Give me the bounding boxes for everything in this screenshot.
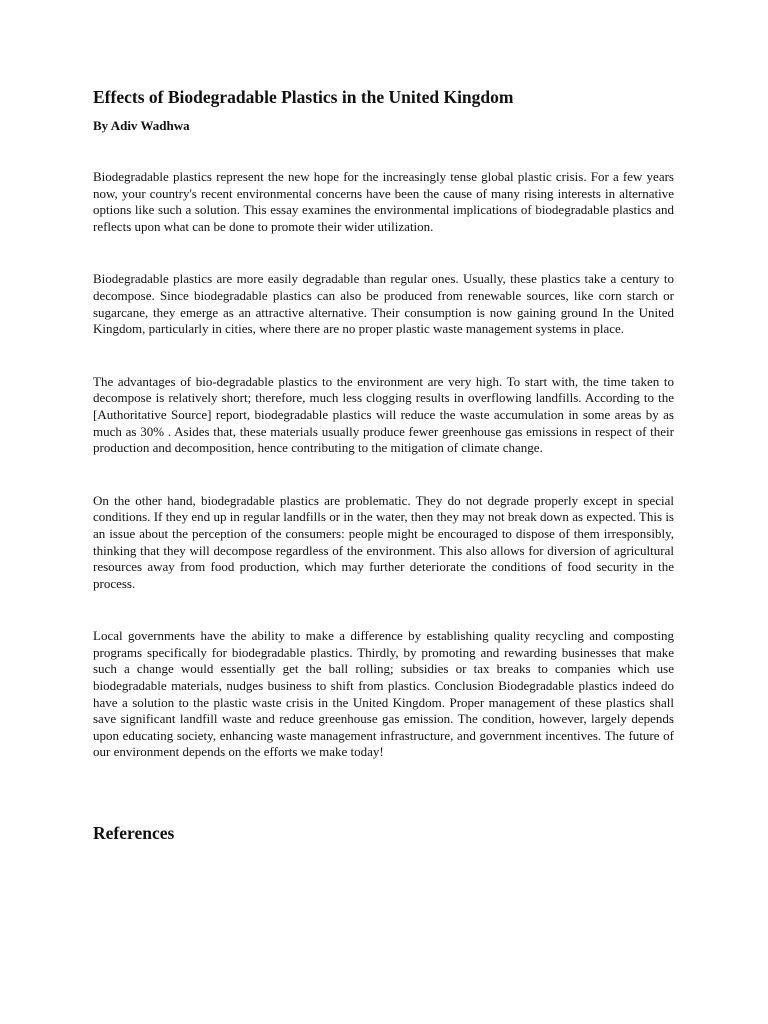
references-heading: References [93,823,175,844]
document-page [93,86,674,844]
paragraph-intro: Biodegradable plastics represent the new hope for the increasingly tense global plastic crisis. For a few years now, your country's recent environmental concerns have been the cause of many rising interests in alternative options like such a solution. This essay examines the environmental implications of biodegradable plastics and reflects upon what can be done to promote their wider utilization. [93,169,674,234]
document-title: Effects of Biodegradable Plastics in the United Kingdom [93,87,514,107]
paragraph-conclusion: Local governments have the ability to make a difference by establishing quality recycling and composting programs specifically for biodegradable plastics. Thirdly, by promoting and rewarding businesses that make such a change would essentially get the ball rolling; subsidies or tax breaks to companies which use biodegradable materials, nudges business to shift from plastics. Conclusion Biodegradable plastics indeed do have a solution to the plastic waste crisis in the United Kingdom. Proper management of these plastics shall save significant landfill waste and reduce greenhouse gas emission. The condition, however, largely depends upon educating society, enhancing waste management infrastructure, and government incentives. The future of our environment depends on the efforts we make today! [93,628,674,760]
paragraph-advantages: The advantages of bio-degradable plastics to the environment are very high. To start with, the time taken to decompose is relatively short; therefore, much less clogging results in overflowing landfills. According to the [Authoritative Source] report, biodegradable plastics will reduce the waste accumulation in some areas by as much as 30% . Asides that, these materials usually produce fewer greenhouse gas emissions in respect of their production and decomposition, hence contributing to the mitigation of climate change. [93,373,674,456]
author-byline: By Adiv Wadhwa [93,118,190,133]
paragraph-problems: On the other hand, biodegradable plastics are problematic. They do not degrade properly except in special conditions. If they end up in regular landfills or in the water, then they may not break down as expected. This is an issue about the perception of the consumers: people might be encouraged to dispose of them irresponsibly, thinking that they will decompose regardless of the environment. This also allows for diversion of agricultural resources away from food production, which may further deteriorate the conditions of food security in the process. [93,492,674,591]
paragraph-background: Biodegradable plastics are more easily degradable than regular ones. Usually, these plastics take a century to decompose. Since biodegradable plastics can also be produced from renewable sources, like corn starch or sugarcane, they emerge as an attractive alternative. Their consumption is now gaining ground In the United Kingdom, particularly in cities, where there are no proper plastic waste management systems in place. [93,271,674,337]
